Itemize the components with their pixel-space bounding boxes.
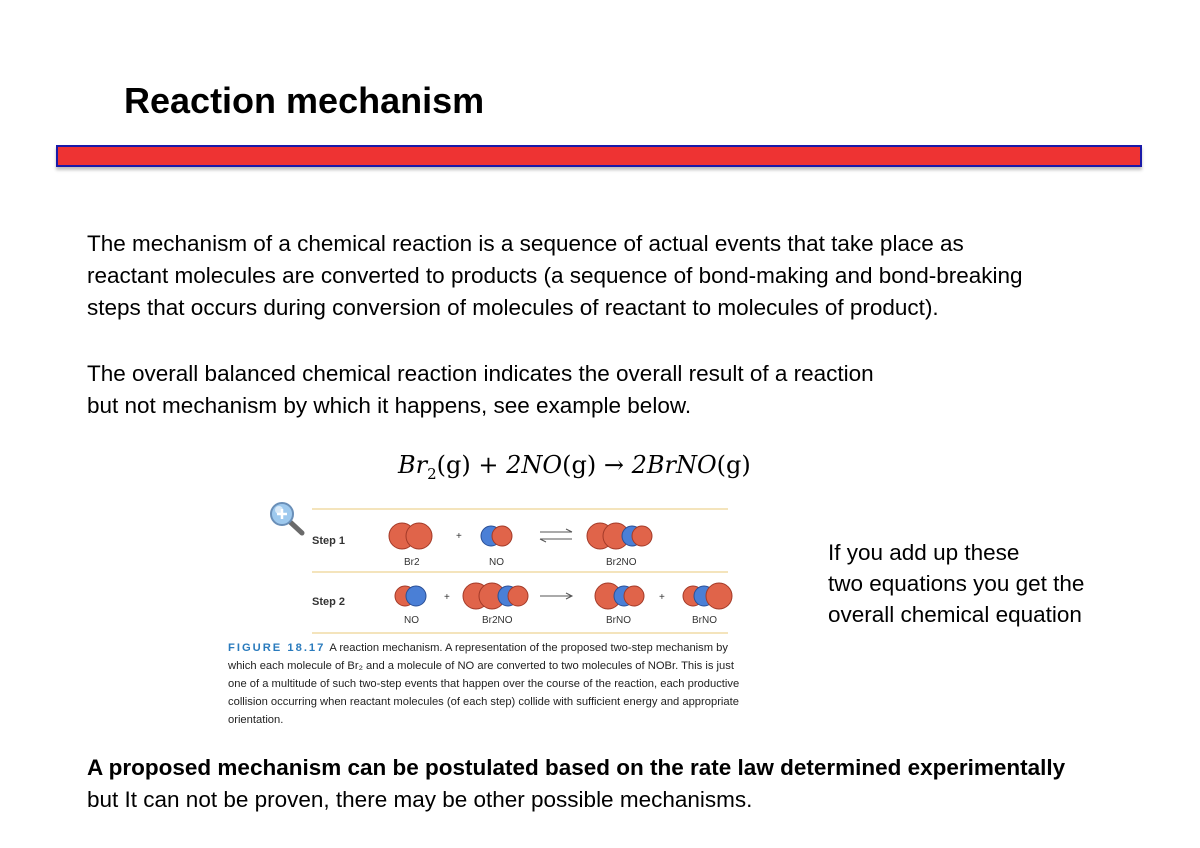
figure-caption [228,639,773,729]
paragraph-line: The overall balanced chemical reaction indicates the overall result of a reaction [87,361,874,386]
title-accent-bar [56,145,1142,167]
side-note-line: two equations you get the [828,571,1085,596]
br2no-molecule [587,523,652,549]
forward-arrow [540,593,572,599]
plus-sign: + [444,592,450,603]
mechanism-definition-paragraph [87,228,1023,324]
plus-sign: + [456,531,462,542]
caption-line: collision occurring when reactant molecules (of each step) collide with sufficient energy and appropriate [228,696,739,708]
side-note-line: overall chemical equation [828,602,1082,627]
eq-reactant1-state: (g) [436,451,471,479]
conclusion-line: but It can not be proven, there may be other possible mechanisms. [87,787,753,812]
br2no-molecule [463,583,528,609]
caption-text: A reaction mechanism. A representation of the proposed two-step mechanism by [329,642,728,654]
step2-label: Step 2 [312,596,346,608]
paragraph-line: reactant molecules are converted to products (a sequence of bond-making and bond-breaking [87,263,1023,288]
brno-molecule [595,583,644,609]
br2-molecule [389,523,432,549]
figure-number: FIGURE 18.17 [228,642,326,654]
equilibrium-arrow [540,529,572,542]
eq-product: 2BrNO [631,451,717,479]
plus-sign: + [659,592,665,603]
slide-title: Reaction mechanism [124,80,485,121]
side-note [828,537,1084,630]
conclusion-paragraph [87,752,1065,816]
side-note-line: If you add up these [828,540,1020,565]
species-label: BrNO [692,615,717,626]
overall-reaction-paragraph [87,358,874,422]
eq-product-state: (g) [716,451,751,479]
eq-reactant1: Br [398,451,428,479]
caption-line: orientation. [228,714,284,726]
no-molecule [481,526,512,546]
eq-reactant2: 2NO [506,451,563,479]
no-molecule [395,586,426,606]
species-label: NO [489,557,504,568]
species-label: Br2NO [482,615,513,626]
species-label: BrNO [606,615,631,626]
caption-line [228,639,773,657]
step1-label: Step 1 [312,535,346,547]
mechanism-figure [228,500,780,740]
species-label: NO [404,615,419,626]
eq-reactant1-subscript: 2 [427,464,437,483]
paragraph-line: but not mechanism by which it happens, see example below. [87,393,692,418]
paragraph-line: steps that occurs during conversion of molecules of reactant to molecules of product). [87,295,939,320]
species-label: Br2NO [606,557,637,568]
caption-line: one of a multitude of such two-step events that happen over the course of the reaction, each productive [228,678,740,690]
eq-arrow: → [603,451,624,479]
mechanism-diagram [228,500,780,635]
caption-line: which each molecule of Br₂ and a molecule of NO are converted to two molecules of NOBr. This is just [228,660,734,672]
overall-equation [398,451,751,483]
conclusion-bold-line: A proposed mechanism can be postulated based on the rate law determined experimentally [87,755,1066,780]
eq-plus: + [478,451,499,479]
species-label: Br2 [404,557,420,568]
brno-molecule [683,583,732,609]
paragraph-line: The mechanism of a chemical reaction is a sequence of actual events that take place as [87,231,964,256]
eq-reactant2-state: (g) [562,451,597,479]
